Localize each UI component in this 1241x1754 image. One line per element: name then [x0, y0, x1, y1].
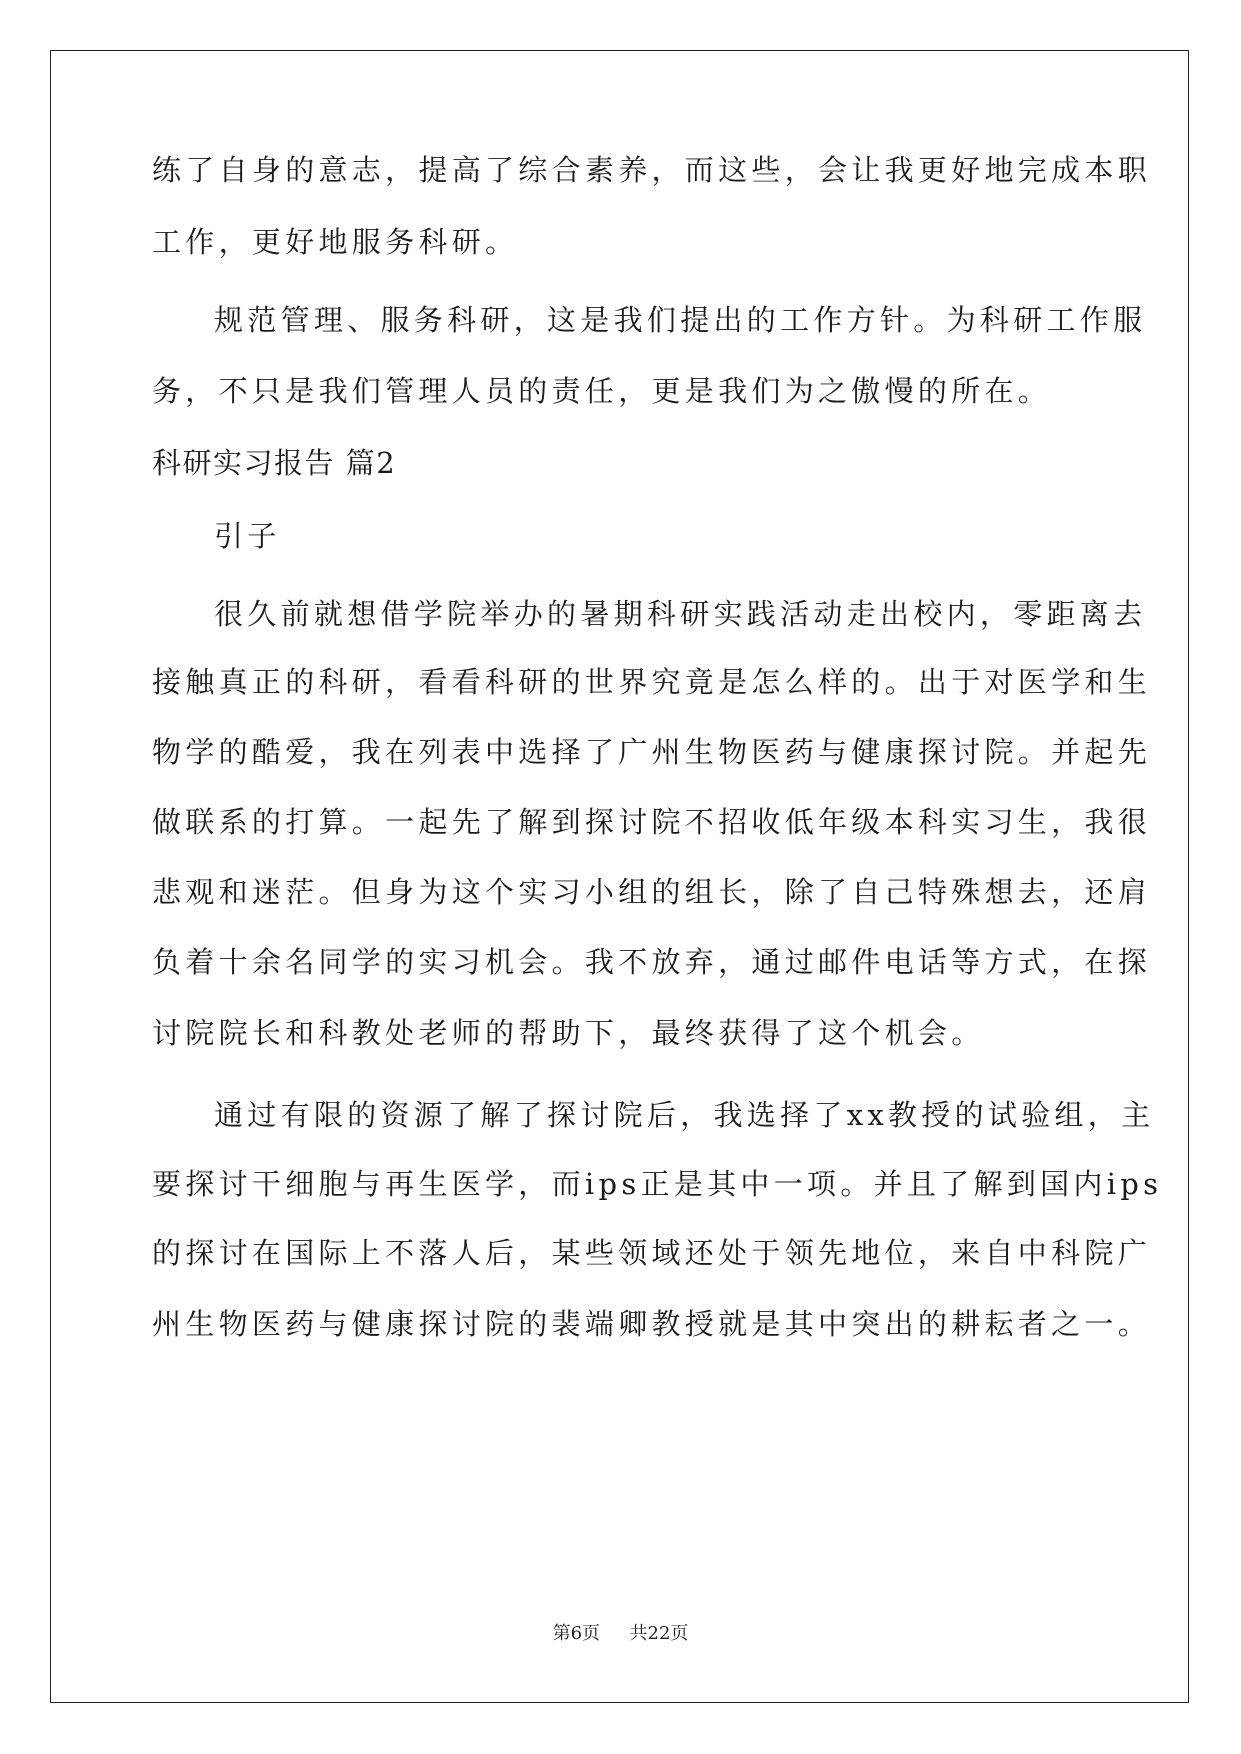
body-line-13: 要探讨干细胞与再生医学，而ips正是其中一项。并且了解到国内ips — [152, 1167, 1163, 1201]
page-total: 共22页 — [629, 1623, 689, 1644]
body-line-4: 务，不只是我们管理人员的责任，更是我们为之傲慢的所在。 — [152, 374, 1052, 408]
body-line-12: 通过有限的资源了解了探讨院后，我选择了xx教授的试验组，主 — [214, 1098, 1155, 1132]
body-line-5: 很久前就想借学院举办的暑期科研实践活动走出校内，零距离去 — [214, 597, 1147, 631]
body-line-6: 接触真正的科研，看看科研的世界究竟是怎么样的。出于对医学和生 — [152, 665, 1152, 699]
body-line-15: 州生物医药与健康探讨院的裴端卿教授就是其中突出的耕耘者之一。 — [152, 1307, 1152, 1341]
body-line-1: 练了自身的意志，提高了综合素养，而这些，会让我更好地完成本职 — [152, 153, 1152, 187]
body-line-8: 做联系的打算。一起先了解到探讨院不招收低年级本科实习生，我很 — [152, 805, 1152, 839]
page-footer — [0, 1622, 1241, 1646]
page-number: 第6页 — [552, 1623, 601, 1644]
body-line-7: 物学的酷爱，我在列表中选择了广州生物医药与健康探讨院。并起先 — [152, 735, 1152, 769]
body-line-2: 工作，更好地服务科研。 — [152, 225, 519, 259]
body-line-11: 讨院院长和科教处老师的帮助下，最终获得了这个机会。 — [152, 1016, 985, 1050]
body-line-14: 的探讨在国际上不落人后，某些领域还处于领先地位，来自中科院广 — [152, 1236, 1152, 1270]
body-line-3: 规范管理、服务科研，这是我们提出的工作方针。为科研工作服 — [214, 303, 1147, 337]
body-line-9: 悲观和迷茫。但身为这个实习小组的组长，除了自己特殊想去，还肩 — [152, 875, 1152, 909]
body-line-10: 负着十余名同学的实习机会。我不放弃，通过邮件电话等方式，在探 — [152, 945, 1152, 979]
section-heading: 科研实习报告 篇2 — [152, 446, 397, 480]
subheading-intro: 引子 — [214, 519, 281, 553]
